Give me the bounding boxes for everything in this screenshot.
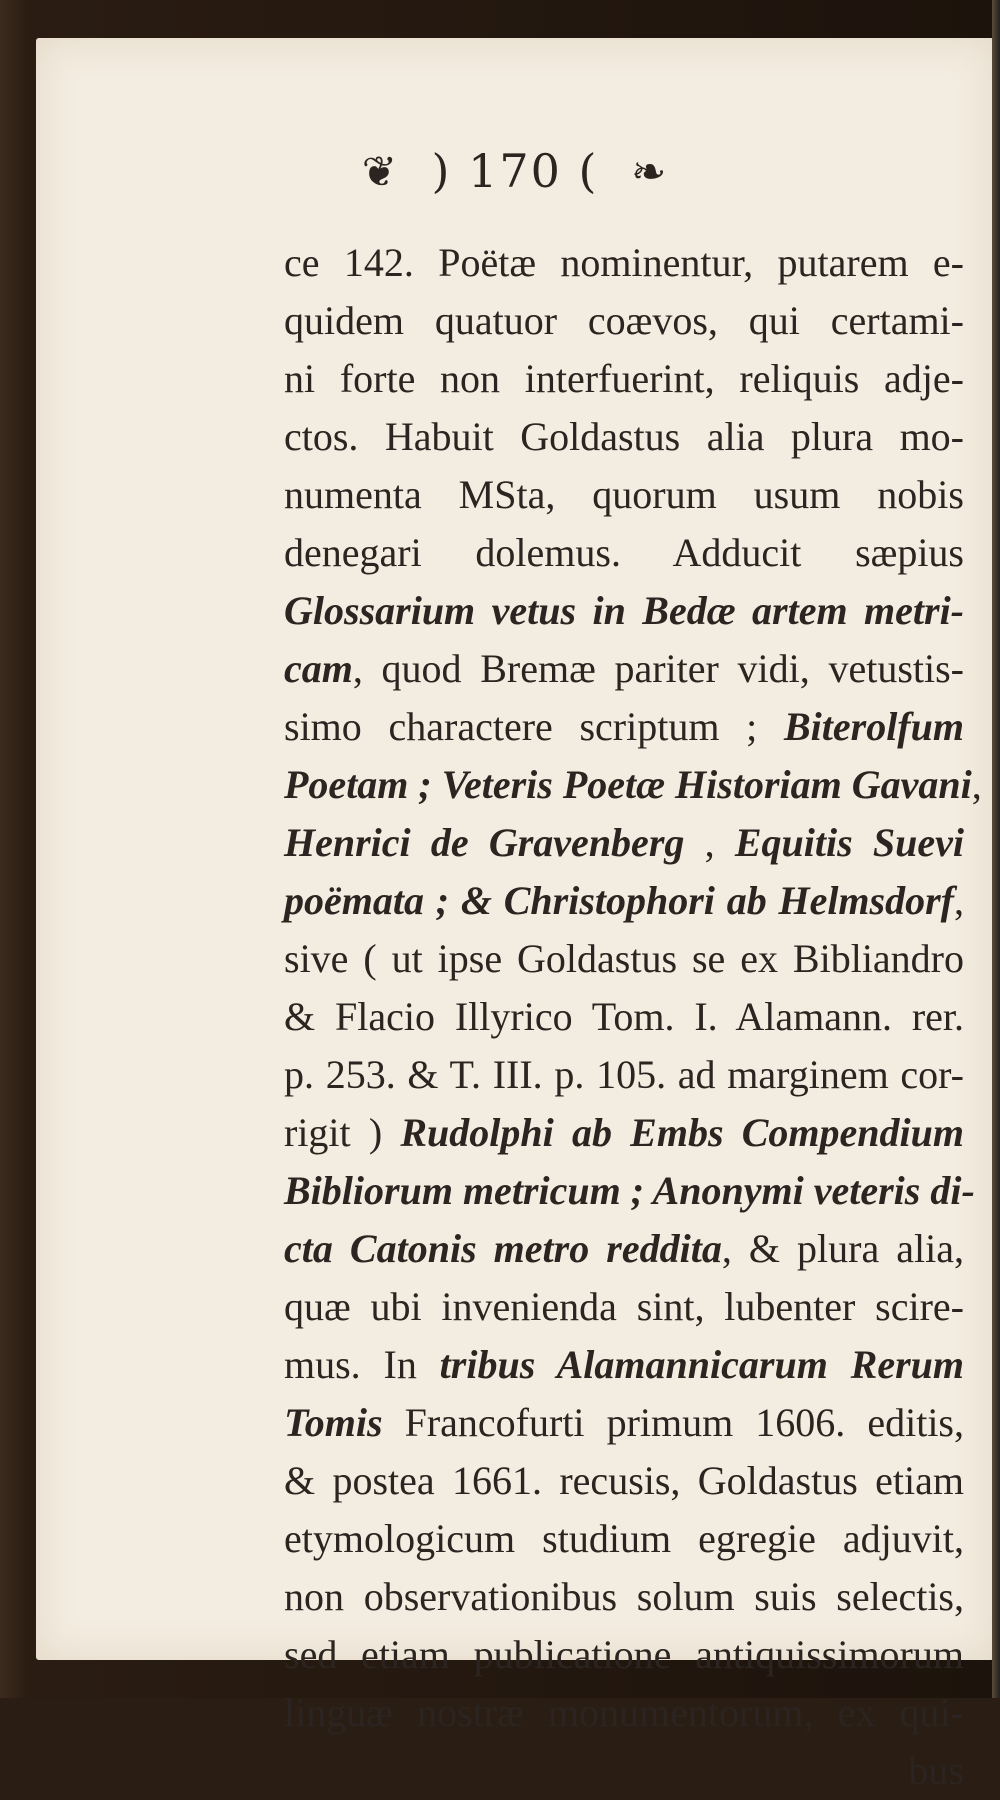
text-line [284,234,964,292]
italic-segment: Rudolphi ab Embs Compendium [400,1110,964,1155]
text-segment: , [971,762,982,807]
text-segment: non observationibus solum suis selectis, [284,1574,964,1619]
text-line [284,814,964,872]
text-line [284,350,964,408]
text-segment: linguæ nostræ monumentorum, ex qui- [284,1690,964,1735]
text-segment: ce 142. Poëtæ nominentur, putarem e- [284,240,964,285]
text-line [284,988,964,1046]
text-segment: quidem quatuor coævos, qui certami- [284,298,964,343]
text-segment: , [684,820,735,865]
text-line [284,1278,964,1336]
text-line [284,1568,964,1626]
text-segment: simo charactere scriptum ; [284,704,784,749]
text-segment: p. 253. & T. III. p. 105. ad marginem cor- [284,1052,964,1097]
text-line [284,1684,964,1742]
page-header [36,140,994,198]
text-line [284,930,964,988]
text-line [284,1510,964,1568]
text-segment: & postea 1661. recusis, Goldastus etiam [284,1458,964,1503]
italic-segment: Poetam ; Veteris Poetæ Historiam Gavani [284,762,972,807]
text-line [284,1220,964,1278]
text-segment: & Flacio Illyrico Tom. I. Alamann. rer. [284,994,964,1039]
page-number: ) 170 ( [431,144,599,198]
book-page [36,38,994,1793]
text-segment: denegari dolemus. Adducit sæpius [284,530,964,575]
text-line [284,1336,964,1394]
text-segment: rigit ) [284,1110,401,1155]
page-edge [992,0,1000,1698]
italic-segment: tribus Alamannicarum Rerum [439,1342,965,1387]
text-line [284,1104,964,1162]
italic-segment: Biterolfum [783,704,964,749]
text-segment: ctos. Habuit Goldastus alia plura mo- [284,414,964,459]
text-line [284,1452,964,1510]
italic-segment: cta Catonis metro reddita [284,1226,722,1271]
text-line [284,698,964,756]
italic-segment: Bibliorum metricum ; Anonymi veteris di- [284,1168,975,1213]
text-segment: , quod Bremæ pariter vidi, vetustis- [352,646,964,691]
text-segment: quæ ubi invenienda sint, lubenter scire- [284,1284,964,1329]
left-ornament-icon: ❦ [361,146,399,196]
text-segment: , & plura alia, [721,1226,964,1271]
body-text [284,234,982,1800]
right-ornament-icon: ❧ [631,146,669,196]
text-line [284,466,964,524]
text-segment: sed etiam publicatione antiquissimorum [284,1632,964,1677]
catchword: bus [908,1748,964,1793]
text-segment: etymologicum studium egregie adjuvit, [284,1516,964,1561]
text-line [284,1626,964,1684]
text-segment: numenta MSta, quorum usum nobis [284,472,964,517]
text-segment: , [954,878,964,923]
text-segment: mus. In [284,1342,440,1387]
italic-segment: Tomis [284,1400,383,1445]
text-segment: sive ( ut ipse Goldastus se ex Bibliandro [284,936,964,981]
text-line [284,292,964,350]
text-segment: ni forte non interfuerint, reliquis adje- [284,356,964,401]
italic-segment: poëmata ; & Christophori ab Helmsdorf [284,878,954,923]
text-line [284,1394,964,1452]
italic-segment: Henrici de Gravenberg [284,820,685,865]
text-line [284,640,964,698]
italic-segment: cam [284,646,353,691]
text-line [284,524,964,582]
text-line [284,582,964,640]
text-line [284,1046,964,1104]
text-segment: Francofurti primum 1606. editis, [382,1400,964,1445]
text-line [284,756,982,814]
text-line [284,872,964,930]
text-line [284,1162,975,1220]
text-line [284,408,964,466]
italic-segment: Equitis Suevi [734,820,964,865]
italic-segment: Glossarium vetus in Bedæ artem metri- [284,588,964,633]
